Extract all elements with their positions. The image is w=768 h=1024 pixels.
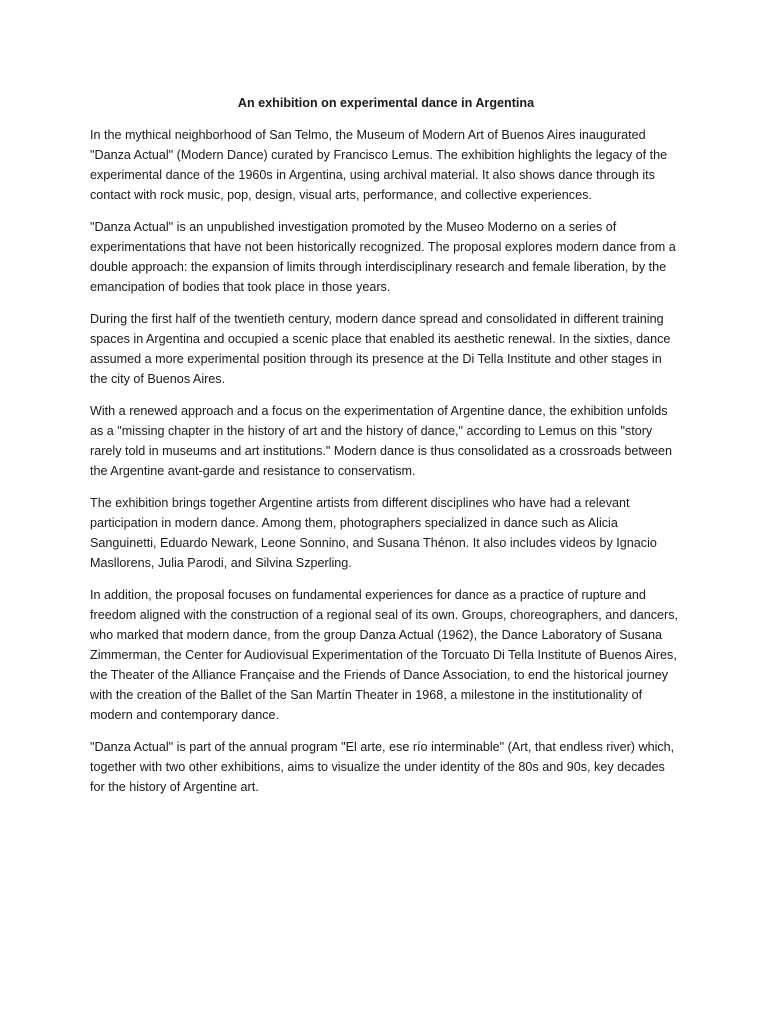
paragraph: In the mythical neighborhood of San Telmo, the Museum of Modern Art of Buenos Aires inaugurated "Danza Actual" (Modern Dance) curated by Francisco Lemus. The exhibition highlights the legacy of the experimental dance of the 1960s in Argentina, using archival material. It also shows dance through its contact with rock music, pop, design, visual arts, performance, and collective experiences.	[90, 128, 668, 202]
paragraph: "Danza Actual" is an unpublished investigation promoted by the Museo Moderno on a series of experimentations that have not been historically recognized. The proposal explores modern dance from a double approach: the expansion of limits through interdisciplinary research and female liberation, by the emancipation of bodies that took place in those years.	[90, 220, 676, 294]
paragraph: "Danza Actual" is part of the annual program "El arte, ese río interminable" (Art, that endless river) which, together with two other exhibitions, aims to visualize the under identity of the 80s and 90s, key decades for the history of Argentine art.	[90, 740, 675, 794]
paragraph: With a renewed approach and a focus on the experimentation of Argentine dance, the exhibition unfolds as a "missing chapter in the history of art and the history of dance," according to Lemus on this "story rarely told in museums and art institutions." Modern dance is thus consolidated as a crossroads between the Argentine avant-garde and resistance to conservatism.	[90, 404, 672, 478]
document-body	[90, 93, 682, 809]
paragraph: During the first half of the twentieth century, modern dance spread and consolidated in different training spaces in Argentina and occupied a scenic place that enabled its aesthetic renewal. In the sixties, dance assumed a more experimental position through its presence at the Di Tella Institute and other stages in the city of Buenos Aires.	[90, 312, 671, 386]
paragraph: In addition, the proposal focuses on fundamental experiences for dance as a practice of rupture and freedom aligned with the construction of a regional seal of its own. Groups, choreographers, and dancers, who marked that modern dance, from the group Danza Actual (1962), the Dance Laboratory of Susana Zimmerman, the Center for Audiovisual Experimentation of the Torcuato Di Tella Institute of Buenos Aires, the Theater of the Alliance Française and the Friends of Dance Association, to end the historical journey with the creation of the Ballet of the San Martín Theater in 1968, a milestone in the institutionality of modern and contemporary dance.	[90, 588, 679, 722]
document-title: An exhibition on experimental dance in Argentina	[237, 96, 535, 110]
paragraph: The exhibition brings together Argentine artists from different disciplines who have had a relevant participation in modern dance. Among them, photographers specialized in dance such as Alicia Sanguinetti, Eduardo Newark, Leone Sonnino, and Susana Thénon. It also includes videos by Ignacio Masllorens, Julia Parodi, and Silvina Szperling.	[90, 496, 657, 570]
